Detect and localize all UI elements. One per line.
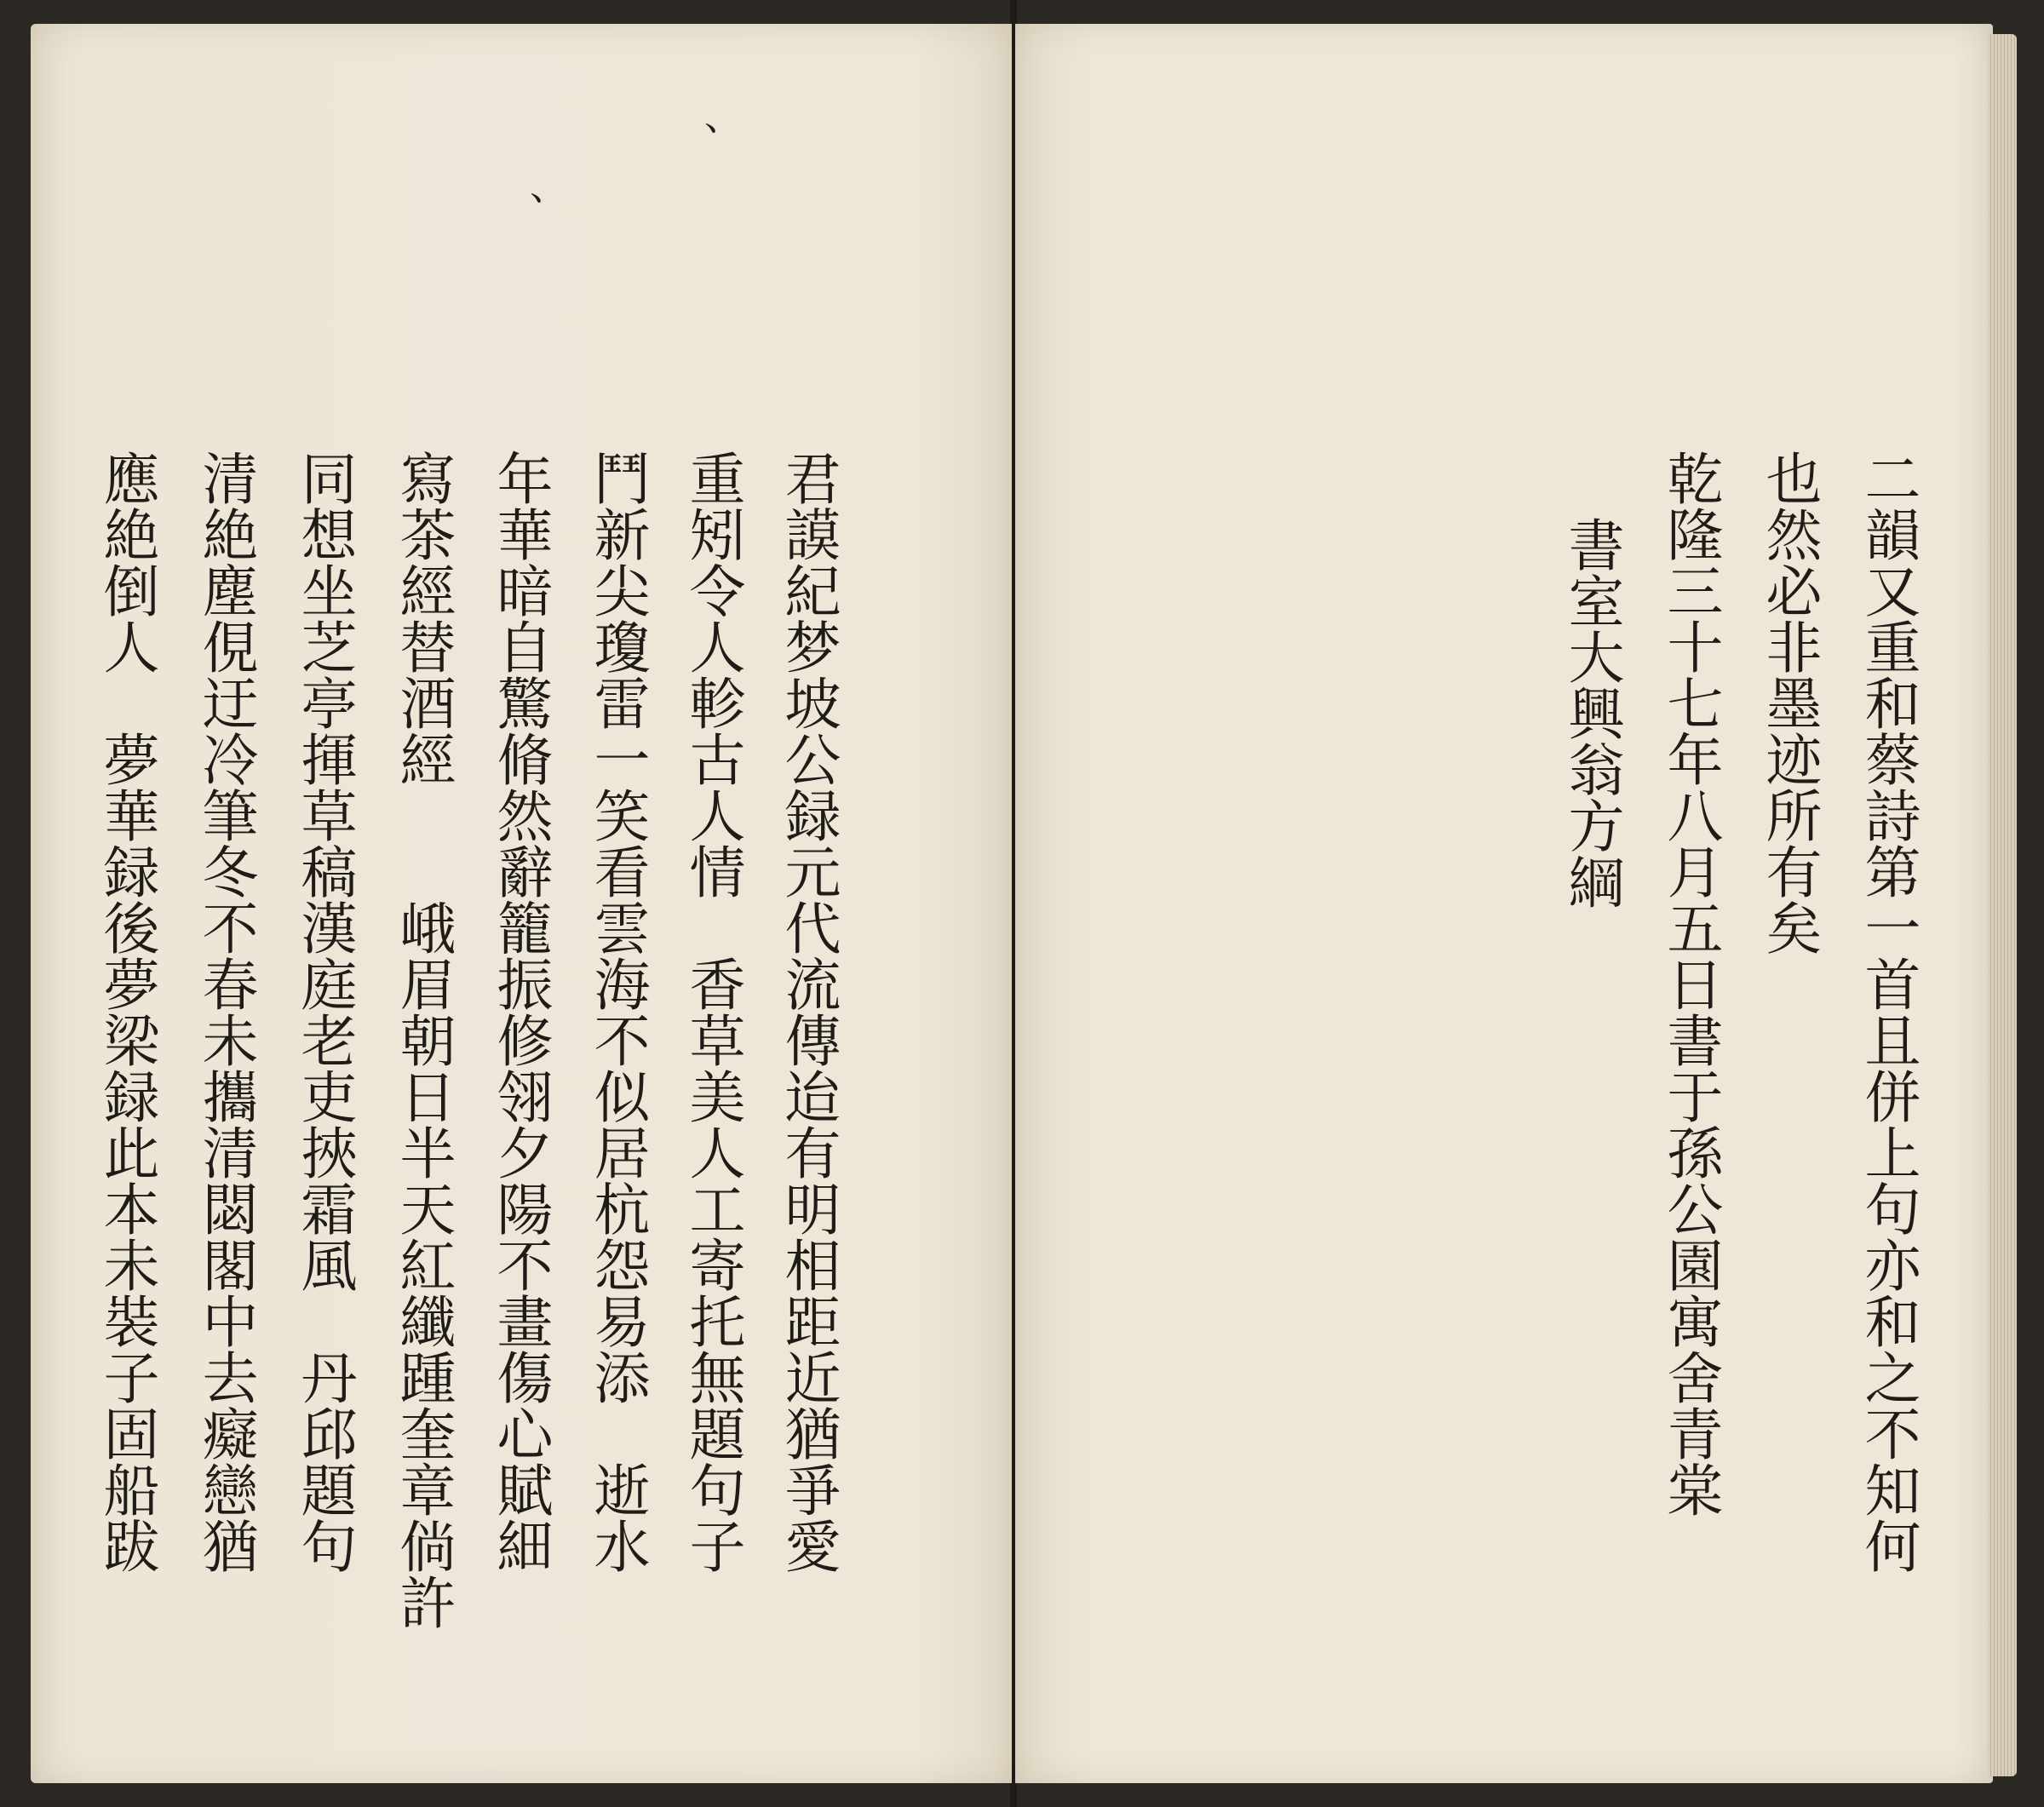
text-column: 乾隆三十七年八月五日書于孫公園寓舍青棠 bbox=[1657, 450, 1723, 1517]
text-column: 寫茶經替酒經 峨眉朝日半天紅纖踵奎章倘許 bbox=[390, 450, 456, 1630]
text-column: 君謨紀梦坡公録元代流傳迨有明相距近猶爭愛 bbox=[775, 450, 841, 1574]
text-column: 同想坐芝亭揮草稿漢庭老吏挾霜風 丹邱題句 bbox=[291, 450, 357, 1574]
punctuation-mark: 、 bbox=[530, 165, 567, 209]
text-column: 也然必非墨迹所有矣 bbox=[1756, 450, 1822, 955]
text-column: 二韻又重和蔡詩第一首且併上句亦和之不知何 bbox=[1855, 450, 1921, 1574]
text-column: 鬥新尖瓊雷一笑看雲海不似居杭怨易添 逝水 bbox=[584, 450, 650, 1574]
text-column: 清絶塵俔迂冷筆冬不春未攜清閟閣中去癡戀猶 bbox=[192, 450, 258, 1574]
text-column: 重矧令人軫古人情 香草美人工寄托無題句子 bbox=[680, 450, 745, 1574]
punctuation-mark: 、 bbox=[704, 95, 742, 139]
text-column: 年華暗自驚脩然辭籠振修翎夕陽不畫傷心賦細 bbox=[487, 450, 553, 1574]
right-page bbox=[1015, 24, 1993, 1783]
text-column: 書室大興翁方綱 bbox=[1559, 516, 1624, 909]
left-page bbox=[31, 24, 1012, 1783]
page-edge-stack bbox=[1988, 34, 2017, 1776]
text-column: 應絶倒人 夢華録後夢梁録此本未裝子固船跋 bbox=[94, 450, 159, 1574]
